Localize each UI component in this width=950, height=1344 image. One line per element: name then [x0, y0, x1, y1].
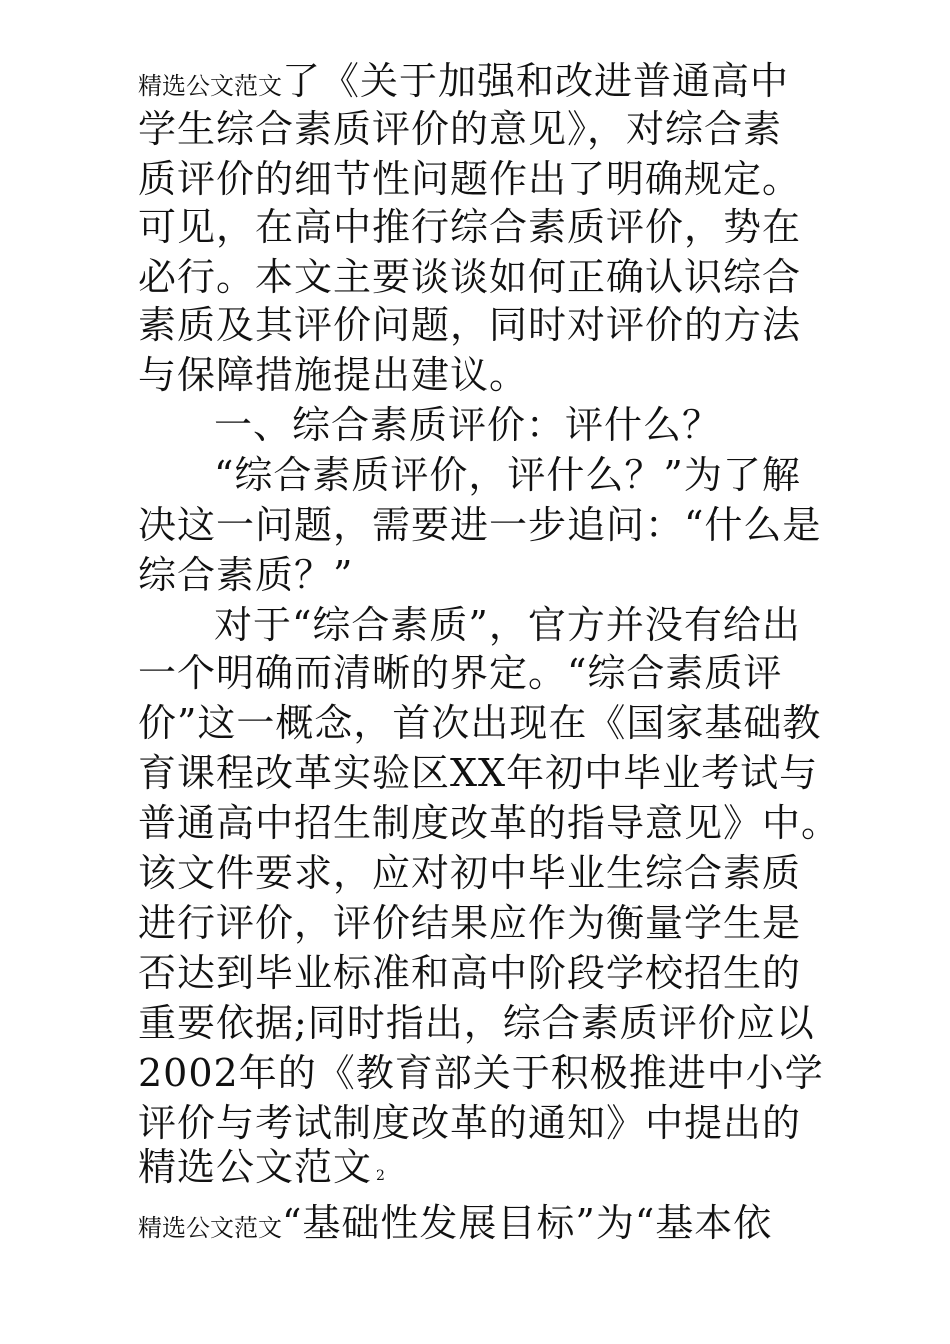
text-line-15: 育课程改革实验区XX年初中毕业考试与	[138, 751, 819, 795]
text-line-19: 否达到毕业标准和高中阶段学校招生的	[138, 951, 802, 995]
text-line-18: 进行评价，评价结果应作为衡量学生是	[138, 901, 802, 945]
text-line-12: 对于“综合素质”，官方并没有给出	[214, 603, 801, 647]
text-line-10: 决这一问题，需要进一步追问：“什么是	[138, 503, 822, 547]
text-line-1-content: 了《关于加强和改进普通高中	[282, 59, 790, 103]
text-line-21: 2002年的《教育部关于积极推进中小学	[138, 1051, 824, 1095]
text-line-2: 学生综合素质评价的意见》，对综合素	[138, 107, 783, 151]
text-line-17: 该文件要求，应对初中毕业生综合素质	[138, 851, 802, 895]
text-line-14: 价”这一概念，首次出现在《国家基础教	[138, 701, 822, 745]
text-line-6: 素质及其评价问题，同时对评价的方法	[138, 303, 802, 347]
text-line-9: “综合素质评价，评什么？”为了解	[214, 453, 801, 497]
text-line-20: 重要依据;同时指出，综合素质评价应以	[138, 1001, 815, 1045]
text-line-16: 普通高中招生制度改革的指导意见》中。	[138, 801, 841, 845]
footer-label: 精选公文范文	[138, 1145, 373, 1189]
page-footer	[138, 1140, 385, 1194]
text-line-4: 可见，在高中推行综合素质评价，势在	[138, 205, 802, 249]
text-line-7: 与保障措施提出建议。	[138, 353, 529, 397]
next-header-label: 精选公文范文	[138, 1214, 282, 1242]
page-number: 2	[376, 1168, 385, 1184]
text-line-1	[138, 54, 789, 108]
text-line-13: 一个明确而清晰的界定。“综合素质评	[138, 651, 783, 695]
header-label: 精选公文范文	[138, 72, 282, 100]
section-heading: 一、综合素质评价：评什么？	[214, 403, 722, 447]
text-line-3: 质评价的细节性问题作出了明确规定。	[138, 157, 802, 201]
next-page-line	[138, 1196, 772, 1250]
next-page-line-content: “基础性发展目标”为“基本依	[282, 1201, 773, 1245]
text-line-22: 评价与考试制度改革的通知》中提出的	[138, 1101, 802, 1145]
text-line-11: 综合素质？”	[138, 553, 354, 597]
text-line-5: 必行。本文主要谈谈如何正确认识综合	[138, 255, 802, 299]
